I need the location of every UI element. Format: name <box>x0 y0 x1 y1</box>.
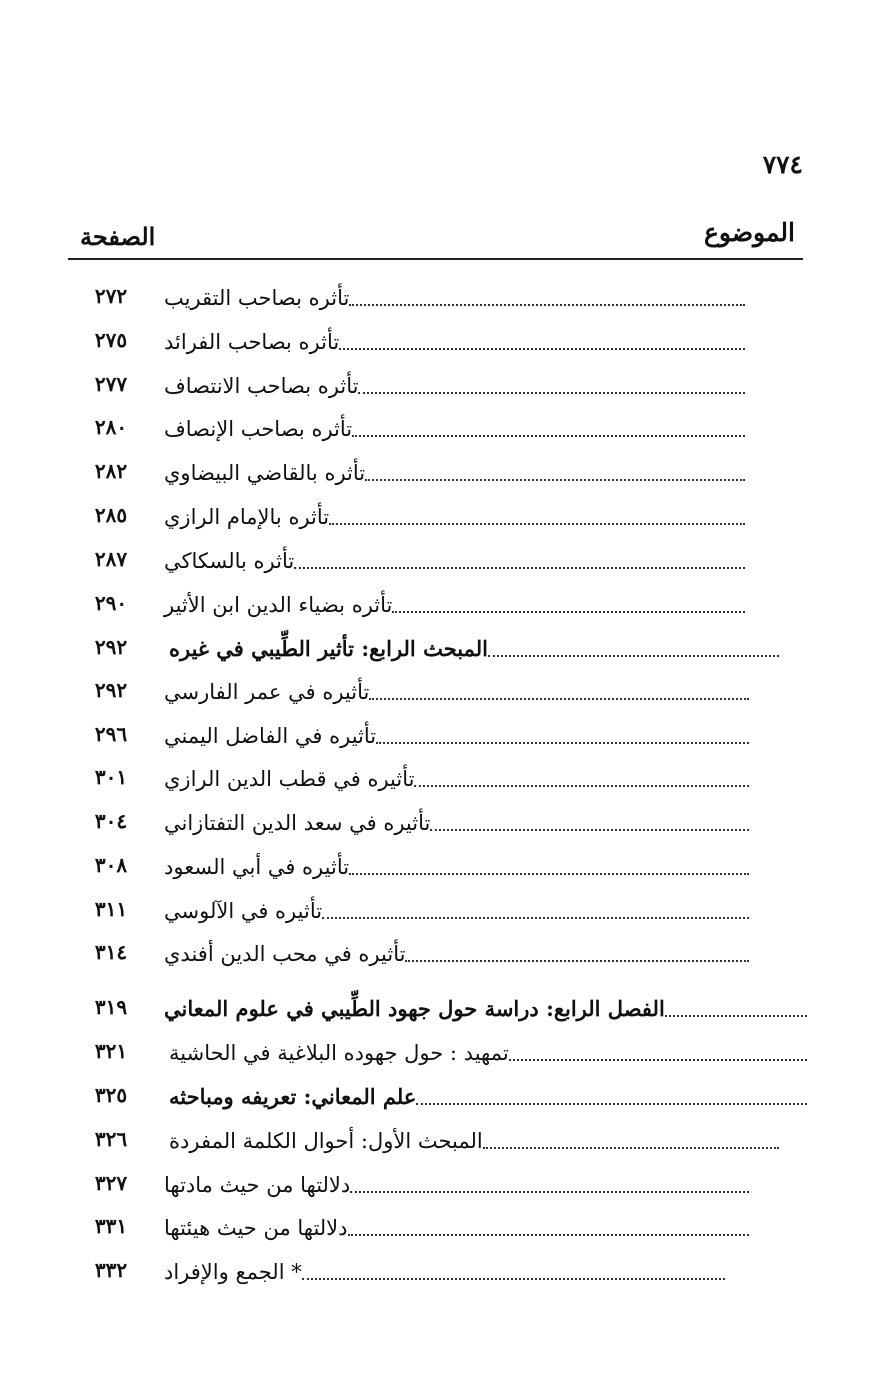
toc-entry[interactable] <box>160 710 749 750</box>
toc-entry-title: تأثيره في الآلوسي <box>164 899 323 923</box>
toc-entry-title: دلالتها من حيث مادتها <box>164 1173 351 1197</box>
toc-chapter-entry[interactable] <box>160 983 807 1023</box>
toc-entry-title: تأثيره في محب الدين أفندي <box>164 942 406 966</box>
toc-entry-page: ٢٩٢ <box>94 635 128 659</box>
toc-entry[interactable] <box>160 885 749 925</box>
toc-entry-page: ٣٠٤ <box>94 809 128 833</box>
toc-entry-page: ٢٩٢ <box>94 678 128 702</box>
toc-entry[interactable] <box>160 928 749 968</box>
toc-entry-page: ٢٧٧ <box>94 372 128 396</box>
leader-dots <box>294 567 745 569</box>
toc-entry-page: ٢٧٢ <box>94 284 128 308</box>
toc-entry-title: تأثره بصاحب التقريب <box>164 286 350 310</box>
toc-entry-title: تأثره بالإمام الرازي <box>164 505 330 529</box>
toc-entry[interactable] <box>160 360 745 400</box>
toc-entry[interactable] <box>160 579 745 619</box>
toc-entry-page: ٣١٤ <box>94 940 128 964</box>
toc-entry-page: ٢٨٧ <box>94 547 128 571</box>
toc-entry-title: المبحث الرابع: تأثير الطِّيبي في غيره <box>169 636 488 661</box>
toc-entry-title: تأثره بضياء الدين ابن الأثير <box>164 593 393 617</box>
toc-entry[interactable] <box>160 316 745 356</box>
toc-entry[interactable] <box>160 1246 725 1286</box>
toc-entry-title: تأثره بصاحب الإنصاف <box>164 417 353 441</box>
toc-entry-page: ٣١١ <box>94 897 128 921</box>
toc-entry[interactable] <box>160 535 745 575</box>
toc-entry-page: ٢٩٠ <box>94 591 128 615</box>
leader-dots <box>369 698 749 700</box>
toc-entry[interactable] <box>160 841 749 881</box>
toc-entry-title: تأثيره في قطب الدين الرازي <box>164 767 415 791</box>
toc-entry[interactable] <box>160 1159 749 1199</box>
toc-entry[interactable] <box>160 753 749 793</box>
page-number: ٧٧٤ <box>762 150 803 179</box>
toc-entry-page: ٣٠١ <box>94 765 128 789</box>
leader-dots <box>352 435 745 437</box>
toc-entry-title: الفصل الرابع: دراسة حول جهود الطِّيبي في علوم المعاني <box>164 996 665 1021</box>
leader-dots <box>358 392 745 394</box>
leader-dots <box>430 829 749 831</box>
toc-entry-title: علم المعاني: تعريفه ومباحثه <box>169 1084 417 1109</box>
toc-entry-title: تأثيره في عمر الفارسي <box>164 680 370 704</box>
toc-entry-title: تأثيره في سعد الدين التفتازاني <box>164 811 431 835</box>
page-column-heading: الصفحة <box>80 222 156 251</box>
toc-entry-title: تأثره بالقاضي البيضاوي <box>164 461 366 485</box>
toc-entry-title: تأثيره في أبي السعود <box>164 855 350 879</box>
toc-entry-title: تأثيره في الفاضل اليمني <box>164 724 377 748</box>
toc-section-entry[interactable] <box>165 1071 807 1111</box>
leader-dots <box>302 1278 725 1280</box>
toc-entry-title: تأثره بصاحب الانتصاف <box>164 374 359 398</box>
toc-entry[interactable] <box>160 666 749 706</box>
toc-entry-page: ٣٢٦ <box>94 1127 128 1151</box>
leader-dots <box>349 873 749 875</box>
toc-section-entry[interactable] <box>165 623 779 663</box>
subject-column-heading: الموضوع <box>704 218 795 247</box>
toc-entry-page: ٢٧٥ <box>94 328 128 352</box>
toc-entry[interactable] <box>160 447 745 487</box>
toc-entry-page: ٣٢٥ <box>94 1083 128 1107</box>
toc-entry-title: المبحث الأول: أحوال الكلمة المفردة <box>169 1129 483 1153</box>
leader-dots <box>414 785 749 787</box>
toc-entry-page: ٢٨٥ <box>94 503 128 527</box>
leader-dots <box>349 304 745 306</box>
toc-entry[interactable] <box>160 1202 749 1242</box>
toc-entry-page: ٢٨٢ <box>94 459 128 483</box>
toc-entry-title: تأثره بصاحب الفرائد <box>164 330 340 354</box>
toc-entry-page: ٣٣١ <box>94 1214 128 1238</box>
toc-entry-title: دلالتها من حيث هيئتها <box>164 1216 348 1240</box>
leader-dots <box>405 960 749 962</box>
leader-dots <box>376 742 749 744</box>
toc-entry[interactable] <box>160 797 749 837</box>
toc-entry[interactable] <box>160 403 745 443</box>
leader-dots <box>322 917 749 919</box>
toc-entry-page: ٣٢١ <box>94 1039 128 1063</box>
leader-dots <box>416 1103 807 1105</box>
leader-dots <box>339 348 745 350</box>
toc-entry[interactable] <box>165 1027 807 1067</box>
leader-dots <box>329 523 745 525</box>
toc-entry-page: ٣٢٧ <box>94 1171 128 1195</box>
toc-entry-page: ٣١٩ <box>94 995 128 1019</box>
toc-entry[interactable] <box>165 1115 779 1155</box>
leader-dots <box>392 611 745 613</box>
toc-entry-title: * الجمع والإفراد <box>164 1260 302 1284</box>
toc-entry-title: تأثره بالسكاكي <box>164 549 295 573</box>
leader-dots <box>665 1015 807 1017</box>
toc-entry[interactable] <box>160 491 745 531</box>
leader-dots <box>483 1147 779 1149</box>
leader-dots <box>488 655 779 657</box>
leader-dots <box>365 479 745 481</box>
leader-dots <box>348 1234 749 1236</box>
toc-entry-page: ٣٣٢ <box>94 1258 128 1282</box>
leader-dots <box>350 1191 749 1193</box>
toc-entry-page: ٣٠٨ <box>94 853 128 877</box>
toc-entry[interactable] <box>160 272 745 312</box>
leader-dots <box>509 1059 807 1061</box>
toc-entry-page: ٢٨٠ <box>94 415 128 439</box>
toc-entry-title: تمهيد : حول جهوده البلاغية في الحاشية <box>169 1041 509 1065</box>
toc-entry-page: ٢٩٦ <box>94 722 128 746</box>
